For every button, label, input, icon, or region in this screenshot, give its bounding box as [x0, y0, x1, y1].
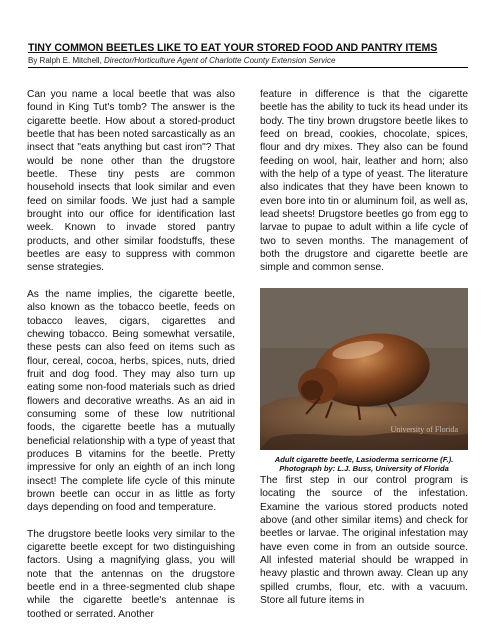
paragraph: The first step in our control program is locating the source of the infestation. Examine the various stored products noted above (and other similar items) and check for beetles or larvae. The original infestation may have even come in from an outside source. All infested material should be wrapped in heavy plastic and thrown away. Clean up any spilled crumbs, flour, etc. with a vacuum. Store all future items in	[260, 475, 468, 607]
paragraph: The drugstore beetle looks very similar to the cigarette beetle except for two distinguishing factors. Using a magnifying glass, you will note that the antennas on the drugstore beetle end in a three-segmented club shape while the cigarette beetle's antennae is toothed or serrated. Another	[27, 528, 235, 620]
byline-role: Director/Horticulture Agent of Charlotte County Extension Service	[104, 56, 336, 65]
paragraph: Can you name a local beetle that was also found in King Tut's tomb? The answer is the cigarette beetle. How about a stored-product beetle that has been noted sarcastically as an insect that "eats anything but cast iron"? That would be none other than the drugstore beetle. These tiny pests are common household insects that look similar and even feed on similar foods. We just had a sample brought into our office for identification last week. Known to invade stored pantry products, and other similar foodstuffs, these beetles are easy to suppress with common sense strategies.	[27, 89, 235, 274]
photo-caption	[260, 455, 468, 474]
article-title: TINY COMMON BEETLES LIKE TO EAT YOUR STORED FOOD AND PANTRY ITEMS	[28, 42, 438, 54]
paragraph: As the name implies, the cigarette beetle, also known as the tobacco beetle, feeds on tobacco leaves, cigars, cigarettes and chewing tobacco. Being somewhat versatile, these pests can also feed on items such as flour, cereal, cocoa, herbs, spices, nuts, dried fruit and dog food. They may also turn up eating some non-food materials such as dried flowers and decorative wreaths. As an aid in consuming some of these low nutritional foods, the cigarette beetle has a mutually beneficial relationship with a type of yeast that produces B vitamins for the beetle. Pretty impressive for only an eighth of an inch long insect! The complete life cycle of this minute brown beetle can occur in as little as forty days depending on food and temperature.	[27, 288, 235, 514]
paragraph: feature in difference is that the cigarette beetle has the ability to tuck its head under its body. The tiny brown drugstore beetle likes to feed on bread, cookies, chocolate, spices, flour and dry mixes. They also can be found feeding on wool, hair, leather and horn; also with the help of a type of yeast. The literature also indicates that they have been known to even bore into tin or aluminum foil, as well as, lead sheets! Drugstore beetles go from egg to larvae to pupae to adult within a life cycle of two to seven months. The management of both the drugstore and cigarette beetle are simple and common sense.	[260, 89, 468, 274]
left-column	[27, 88, 235, 634]
right-column	[260, 88, 468, 620]
beetle-photo	[260, 288, 468, 450]
title-divider	[28, 67, 468, 68]
byline-author: By Ralph E. Mitchell,	[28, 56, 105, 65]
caption-line: Photograph by: L.J. Buss, University of Florida	[279, 464, 449, 474]
photo-watermark: University of Florida	[390, 425, 458, 435]
caption-line: Adult cigarette beetle, Lasioderma serricorne (F.).	[274, 454, 454, 464]
article-byline	[28, 56, 468, 65]
